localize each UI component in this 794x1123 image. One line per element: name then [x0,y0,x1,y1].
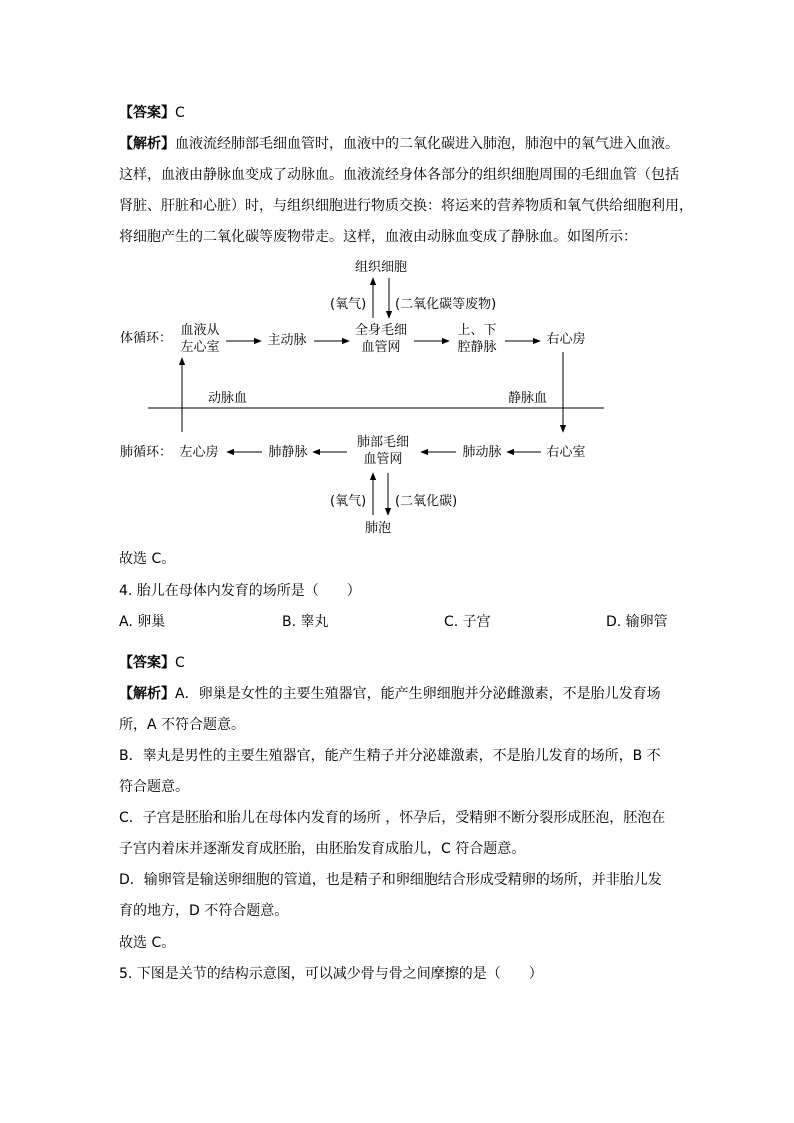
right-atrium-label: 右心房 [546,332,586,347]
right-ventricle-label: 右心室 [546,445,586,460]
co2-bottom-label: (二氧化碳) [395,494,458,509]
option-a: A. 卵巢 [119,614,166,630]
aorta-label: 主动脉 [267,333,307,348]
question-5: 5. 下图是关节的结构示意图，可以减少骨与骨之间摩擦的是（ ） [119,966,543,982]
option-d: D. 输卵管 [606,614,668,630]
arterial-blood-label: 动脉血 [208,391,248,406]
q4-analysis-line-5: C．子宫是胚胎和胎儿在母体内发育的场所 ，怀孕后，受精卵不断分裂形成胚泡，胚泡在 [119,810,666,826]
circulation-diagram [0,0,794,560]
analysis-tag-2: 【解析】 [119,686,175,702]
blood-from-label-2: 左心室 [180,340,220,355]
analysis-line-2: 这样，血液由静脉血变成了动脉血。血液流经身体各部分的组织细胞周围的毛细血管（包括 [119,167,679,183]
analysis-tag: 【解析】 [119,136,175,152]
answer-value-2: C [175,655,185,671]
q4-analysis-line-7: D．输卵管是输送卵细胞的管道，也是精子和卵细胞结合形成受精卵的场所，并非胎儿发 [119,872,662,888]
q4-analysis-line-1 [119,684,661,704]
body-capillary-label-1: 全身毛细 [354,323,408,338]
option-b: B. 睾丸 [282,614,329,630]
oxygen-bottom-label: (氧气) [330,494,367,509]
blood-from-label-1: 血液从 [180,323,220,338]
q4-analysis-text-1: A．卵巢是女性的主要生殖器官，能产生卵细胞并分泌雌激素，不是胎儿发育场 [175,686,661,702]
conclusion-2: 故选 C。 [119,935,176,951]
lung-capillary-label-1: 肺部毛细 [356,435,410,450]
answer-tag: 【答案】 [119,105,175,121]
tissue-cell-label: 组织细胞 [354,260,408,275]
conclusion-1: 故选 C。 [119,551,176,567]
option-c: C. 子宫 [444,614,491,630]
answer-tag-2: 【答案】 [119,655,175,671]
alveoli-label: 肺泡 [364,521,392,536]
analysis-line-4: 将细胞产生的二氧化碳等废物带走。这样，血液由动脉血变成了静脉血。如图所示： [119,229,637,245]
vena-cava-label-2: 腔静脉 [457,340,497,355]
question-4: 4. 胎儿在母体内发育的场所是（ ） [119,583,361,599]
analysis-line-3: 肾脏、肝脏和心脏）时，与组织细胞进行物质交换：将运来的营养物质和氧气供给细胞利用， [119,198,693,214]
q4-analysis-line-6: 子宫内着床并逐渐发育成胚胎，由胚胎发育成胎儿，C 符合题意。 [119,841,526,857]
pulmonary-label: 肺循环： [120,445,173,460]
co2-waste-label: (二氧化碳等废物) [395,297,497,312]
answer-line-2 [119,653,185,673]
q4-analysis-line-3: B．睾丸是男性的主要生殖器官，能产生精子并分泌雄激素，不是胎儿发育的场所，B 不 [119,748,661,764]
venous-blood-label: 静脉血 [508,391,548,406]
answer-value: C [175,105,185,121]
q4-analysis-line-4: 符合题意。 [119,779,189,795]
vena-cava-label-1: 上、下 [457,323,497,338]
lung-capillary-label-2: 血管网 [363,452,403,467]
left-atrium-label: 左心房 [179,445,219,460]
oxygen-top-label: (氧气) [330,297,367,312]
pulmonary-artery-label: 肺动脉 [462,445,502,460]
pulmonary-vein-label: 肺静脉 [268,445,308,460]
q4-analysis-line-8: 育的地方，D 不符合题意。 [119,903,289,919]
body-capillary-label-2: 血管网 [361,340,401,355]
analysis-text: 血液流经肺部毛细血管时，血液中的二氧化碳进入肺泡，肺泡中的氧气进入血液。 [175,136,679,152]
q4-analysis-line-2: 所，A 不符合题意。 [119,717,246,733]
systemic-label: 体循环： [120,331,173,346]
